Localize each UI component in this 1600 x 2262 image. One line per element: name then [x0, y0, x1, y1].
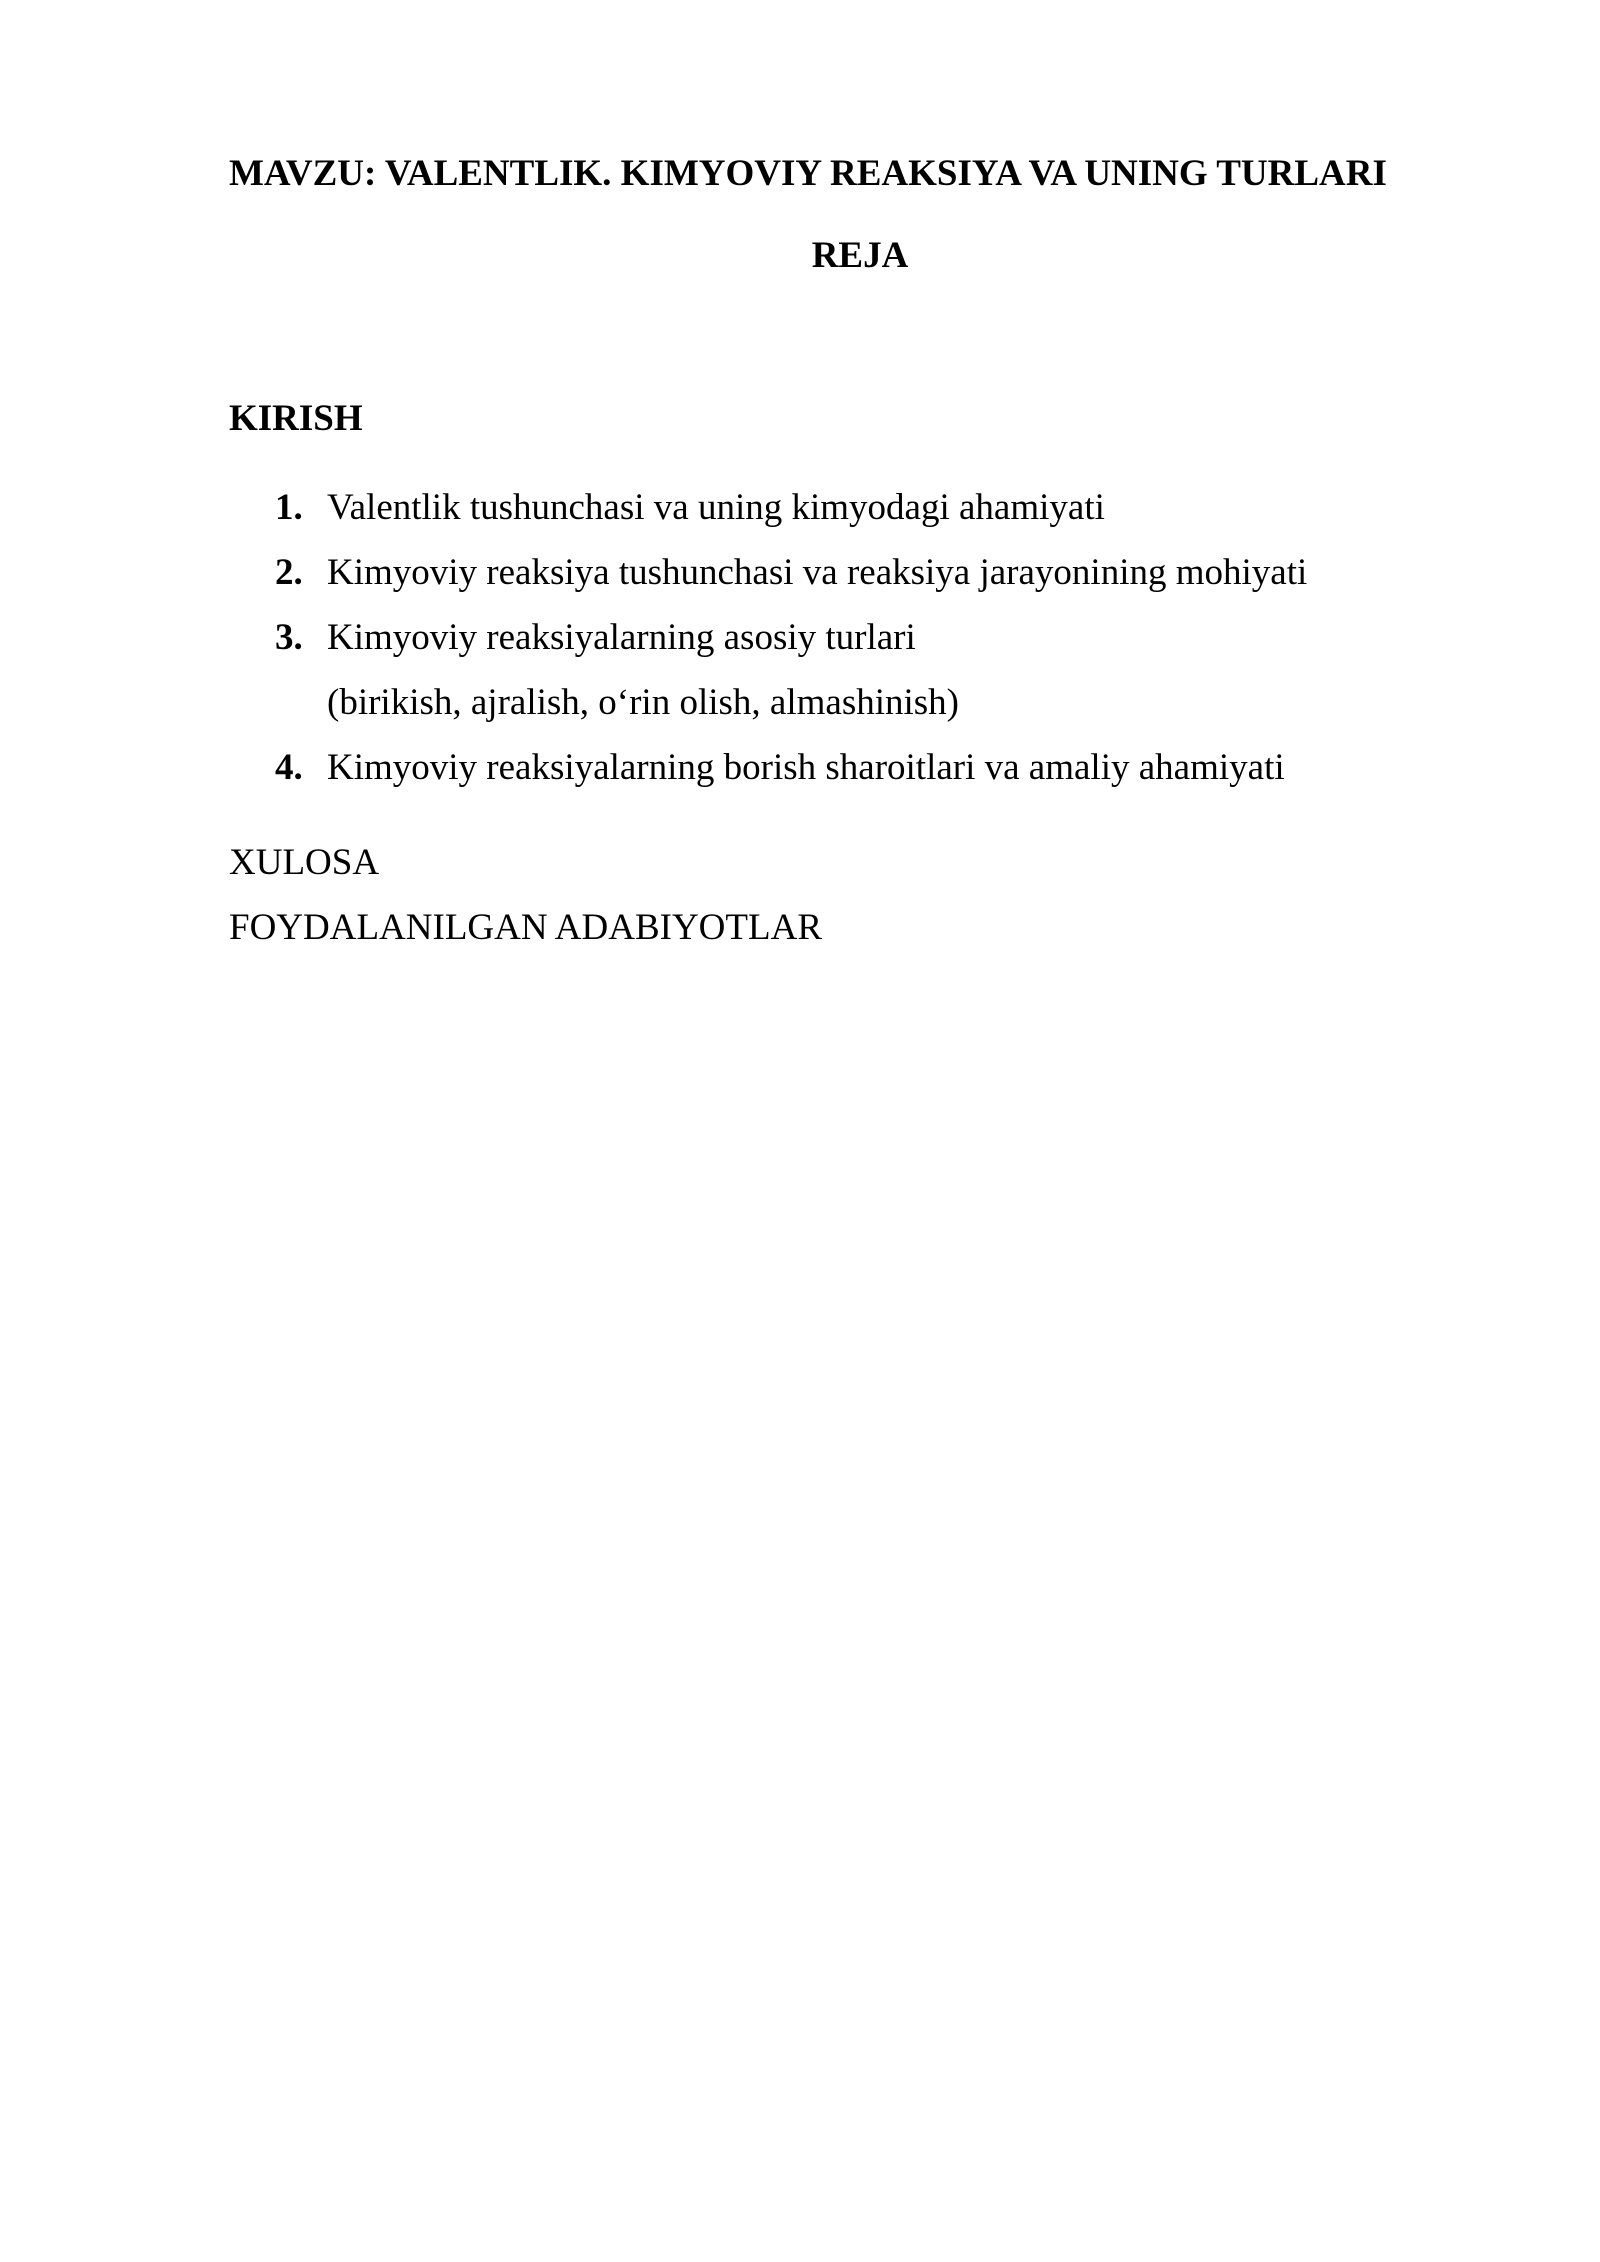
plan-list: [275, 475, 1307, 800]
plan-item-subtext: (birikish, ajralish, o‘rin olish, almashinish): [327, 682, 959, 723]
plan-item-3: [275, 605, 1307, 735]
plan-item-number: 1.: [275, 487, 303, 528]
plan-item-number: 3.: [275, 617, 303, 658]
plan-item-text: Valentlik tushunchasi va uning kimyodagi ahamiyati: [327, 487, 1105, 528]
intro-heading: KIRISH: [229, 398, 363, 439]
plan-item-number: 4.: [275, 747, 303, 788]
plan-item-text: Kimyoviy reaksiya tushunchasi va reaksiya jarayonining mohiyati: [327, 552, 1308, 593]
document-title: MAVZU: VALENTLIK. KIMYOVIY REAKSIYA VA UNING TURLARI: [229, 153, 1387, 194]
plan-item-text: Kimyoviy reaksiyalarning borish sharoitlari va amaliy ahamiyati: [327, 747, 1285, 788]
plan-item-number: 2.: [275, 552, 303, 593]
plan-item-2: [275, 540, 1307, 605]
plan-title: REJA: [811, 235, 909, 276]
plan-item-text: Kimyoviy reaksiyalarning asosiy turlari: [327, 617, 916, 658]
references-heading: FOYDALANILGAN ADABIYOTLAR: [229, 907, 822, 948]
conclusion-heading: XULOSA: [229, 842, 380, 883]
plan-item-4: [275, 735, 1307, 800]
plan-item-1: [275, 475, 1307, 540]
